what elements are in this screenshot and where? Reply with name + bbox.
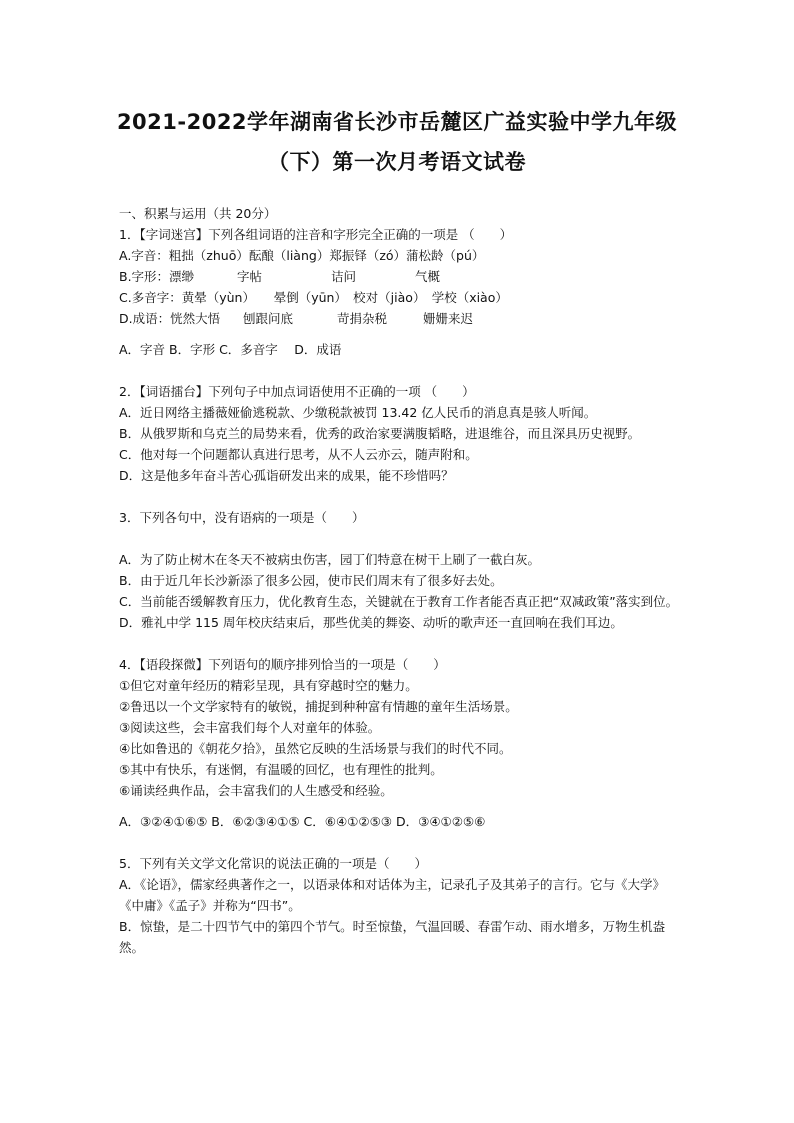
option-a: A．为了防止树木在冬天不被病虫伤害，园丁们特意在树干上刷了一截白灰。	[119, 552, 541, 567]
question-stem: 2．【词语擂台】下列句子中加点词语使用不正确的一项 （ ）	[119, 384, 475, 399]
sentence-1: ①但它对童年经历的精彩呈现，具有穿越时空的魅力。	[119, 678, 418, 693]
sentence-3: ③阅读这些，会丰富我们每个人对童年的体验。	[119, 720, 381, 735]
exam-title-line1: 2021-2022学年湖南省长沙市岳麓区广益实验中学九年级	[116, 110, 678, 134]
option-b-word3: 诘问	[331, 269, 357, 284]
option-d-word3: 苛捐杂税	[337, 311, 388, 326]
option-b	[119, 266, 679, 287]
option-d: D．雅礼中学 115 周年校庆结束后，那些优美的舞姿、动听的歌声还一直回响在我们耳边。	[119, 615, 623, 630]
option-b-word1: B.字形：漂缈	[119, 269, 195, 284]
option-d-word4: 姗姗来迟	[423, 311, 474, 326]
option-b: B．由于近几年长沙新添了很多公园，使市民们周末有了很多好去处。	[119, 573, 503, 588]
option-c: C．当前能否缓解教育压力，优化教育生态，关键就在于教育工作者能否真正把“双减政策”落实到位。	[119, 594, 679, 609]
section-heading: 一、积累与运用（共 20分）	[119, 206, 277, 221]
option-d-word2: 刨跟问底	[243, 311, 294, 326]
sentence-6: ⑥诵读经典作品，会丰富我们的人生感受和经验。	[119, 783, 393, 798]
answer-options: A．③②④①⑥⑤ B．⑥②③④①⑤ C．⑥④①②⑤③ D．③④①②⑤⑥	[119, 814, 486, 829]
answer-options: A．字音 B．字形 C．多音字 D．成语	[119, 342, 342, 357]
question-stem: 4．【语段探微】下列语句的顺序排列恰当的一项是（ ）	[119, 657, 446, 672]
option-b-word2: 字帖	[237, 269, 263, 284]
exam-title-line2: （下）第一次月考语文试卷	[268, 150, 526, 174]
exam-content	[119, 203, 679, 958]
option-d: D．这是他多年奋斗苦心孤诣研发出来的成果，能不珍惜吗？	[119, 468, 454, 483]
option-a: A.字音：粗拙（zhuō）酝酿（liàng）郑振铎（zó）蒲松龄（pú）	[119, 248, 485, 263]
option-b: B．从俄罗斯和乌克兰的局势来看，优秀的政治家要满腹韬略，进退维谷，而且深具历史视野。	[119, 426, 641, 441]
question-stem: 3．下列各句中，没有语病的一项是（ ）	[119, 510, 365, 525]
option-d-word1: D.成语：恍然大悟	[119, 311, 221, 326]
option-b-word4: 气概	[415, 269, 441, 284]
option-c: C．他对每一个问题都认真进行思考，从不人云亦云，随声附和。	[119, 447, 478, 462]
sentence-4: ④比如鲁迅的《朝花夕拾》，虽然它反映的生活场景与我们的时代不同。	[119, 741, 512, 756]
option-a: A．《论语》，儒家经典著作之一，以语录体和对话体为主，记录孔子及其弟子的言行。它与《大学》《中庸》《孟子》并称为“四书”。	[119, 877, 666, 913]
option-d	[119, 308, 679, 329]
question-2	[119, 381, 679, 486]
question-stem: 5．下列有关文学文化常识的说法正确的一项是（ ）	[119, 856, 427, 871]
question-stem: 1．【字词迷宫】下列各组词语的注音和字形完全正确的一项是 （ ）	[119, 227, 513, 242]
question-3	[119, 507, 679, 633]
sentence-5: ⑤其中有快乐，有迷惘，有温暖的回忆，也有理性的批判。	[119, 762, 443, 777]
option-c: C.多音字：黄晕（yùn） 晕倒（yūn） 校对（jiào） 学校（xiào）	[119, 290, 508, 305]
sentence-2: ②鲁迅以一个文学家特有的敏锐，捕捉到种种富有情趣的童年生活场景。	[119, 699, 518, 714]
question-5	[119, 853, 679, 958]
option-a: A．近日网络主播薇娅偷逃税款、少缴税款被罚 13.42 亿人民币的消息真是骇人听闻。	[119, 405, 597, 420]
option-b: B．惊蛰，是二十四节气中的第四个节气。时至惊蛰，气温回暖、春雷乍动、雨水增多，万物生机盎然。	[119, 919, 666, 955]
question-1	[119, 224, 679, 360]
question-4	[119, 654, 679, 832]
